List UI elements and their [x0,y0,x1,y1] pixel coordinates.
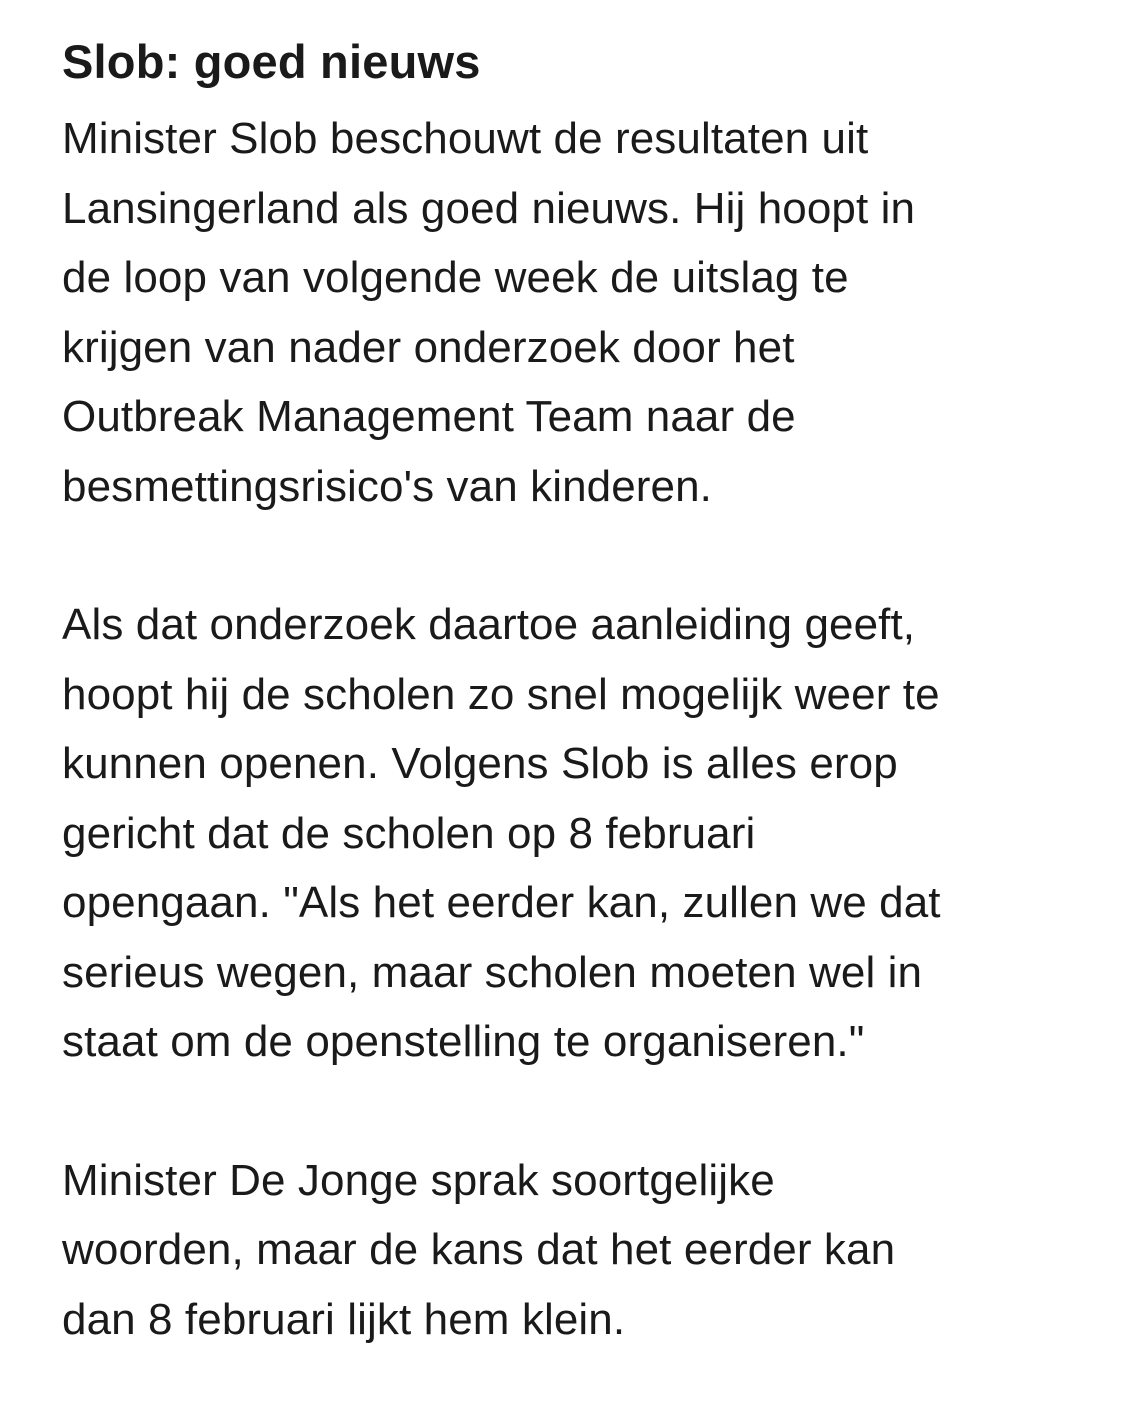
article-paragraph-2 [62,590,1072,1077]
paragraph-line: de loop van volgende week de uitslag te [62,253,849,302]
paragraph-line: staat om de openstelling te organiseren." [62,1017,865,1066]
paragraph-line: woorden, maar de kans dat het eerder kan [62,1225,896,1274]
paragraph-line: Minister Slob beschouwt de resultaten uit [62,114,869,163]
article-paragraph-1 [62,104,1072,521]
paragraph-line: serieus wegen, maar scholen moeten wel in [62,947,923,997]
paragraph-line: Als dat onderzoek daartoe aanleiding geeft, [62,600,916,649]
paragraph-line: hoopt hij de scholen zo snel mogelijk weer te [62,669,940,719]
article-paragraph-3 [62,1146,1072,1355]
article [62,28,1072,1423]
paragraph-line: Outbreak Management Team naar de [62,392,796,441]
article-heading: Slob: goed nieuws [62,35,481,88]
paragraph-line: besmettingsrisico's van kinderen. [62,461,713,511]
paragraph-line: opengaan. "Als het eerder kan, zullen we dat [62,878,941,927]
paragraph-line: krijgen van nader onderzoek door het [62,322,795,372]
paragraph-line: dan 8 februari lijkt hem klein. [62,1294,626,1344]
paragraph-line: gericht dat de scholen op 8 februari [62,808,756,858]
paragraph-line: kunnen openen. Volgens Slob is alles erop [62,739,898,788]
paragraph-line: Minister De Jonge sprak soortgelijke [62,1155,775,1205]
paragraph-line: Lansingerland als goed nieuws. Hij hoopt in [62,183,916,233]
